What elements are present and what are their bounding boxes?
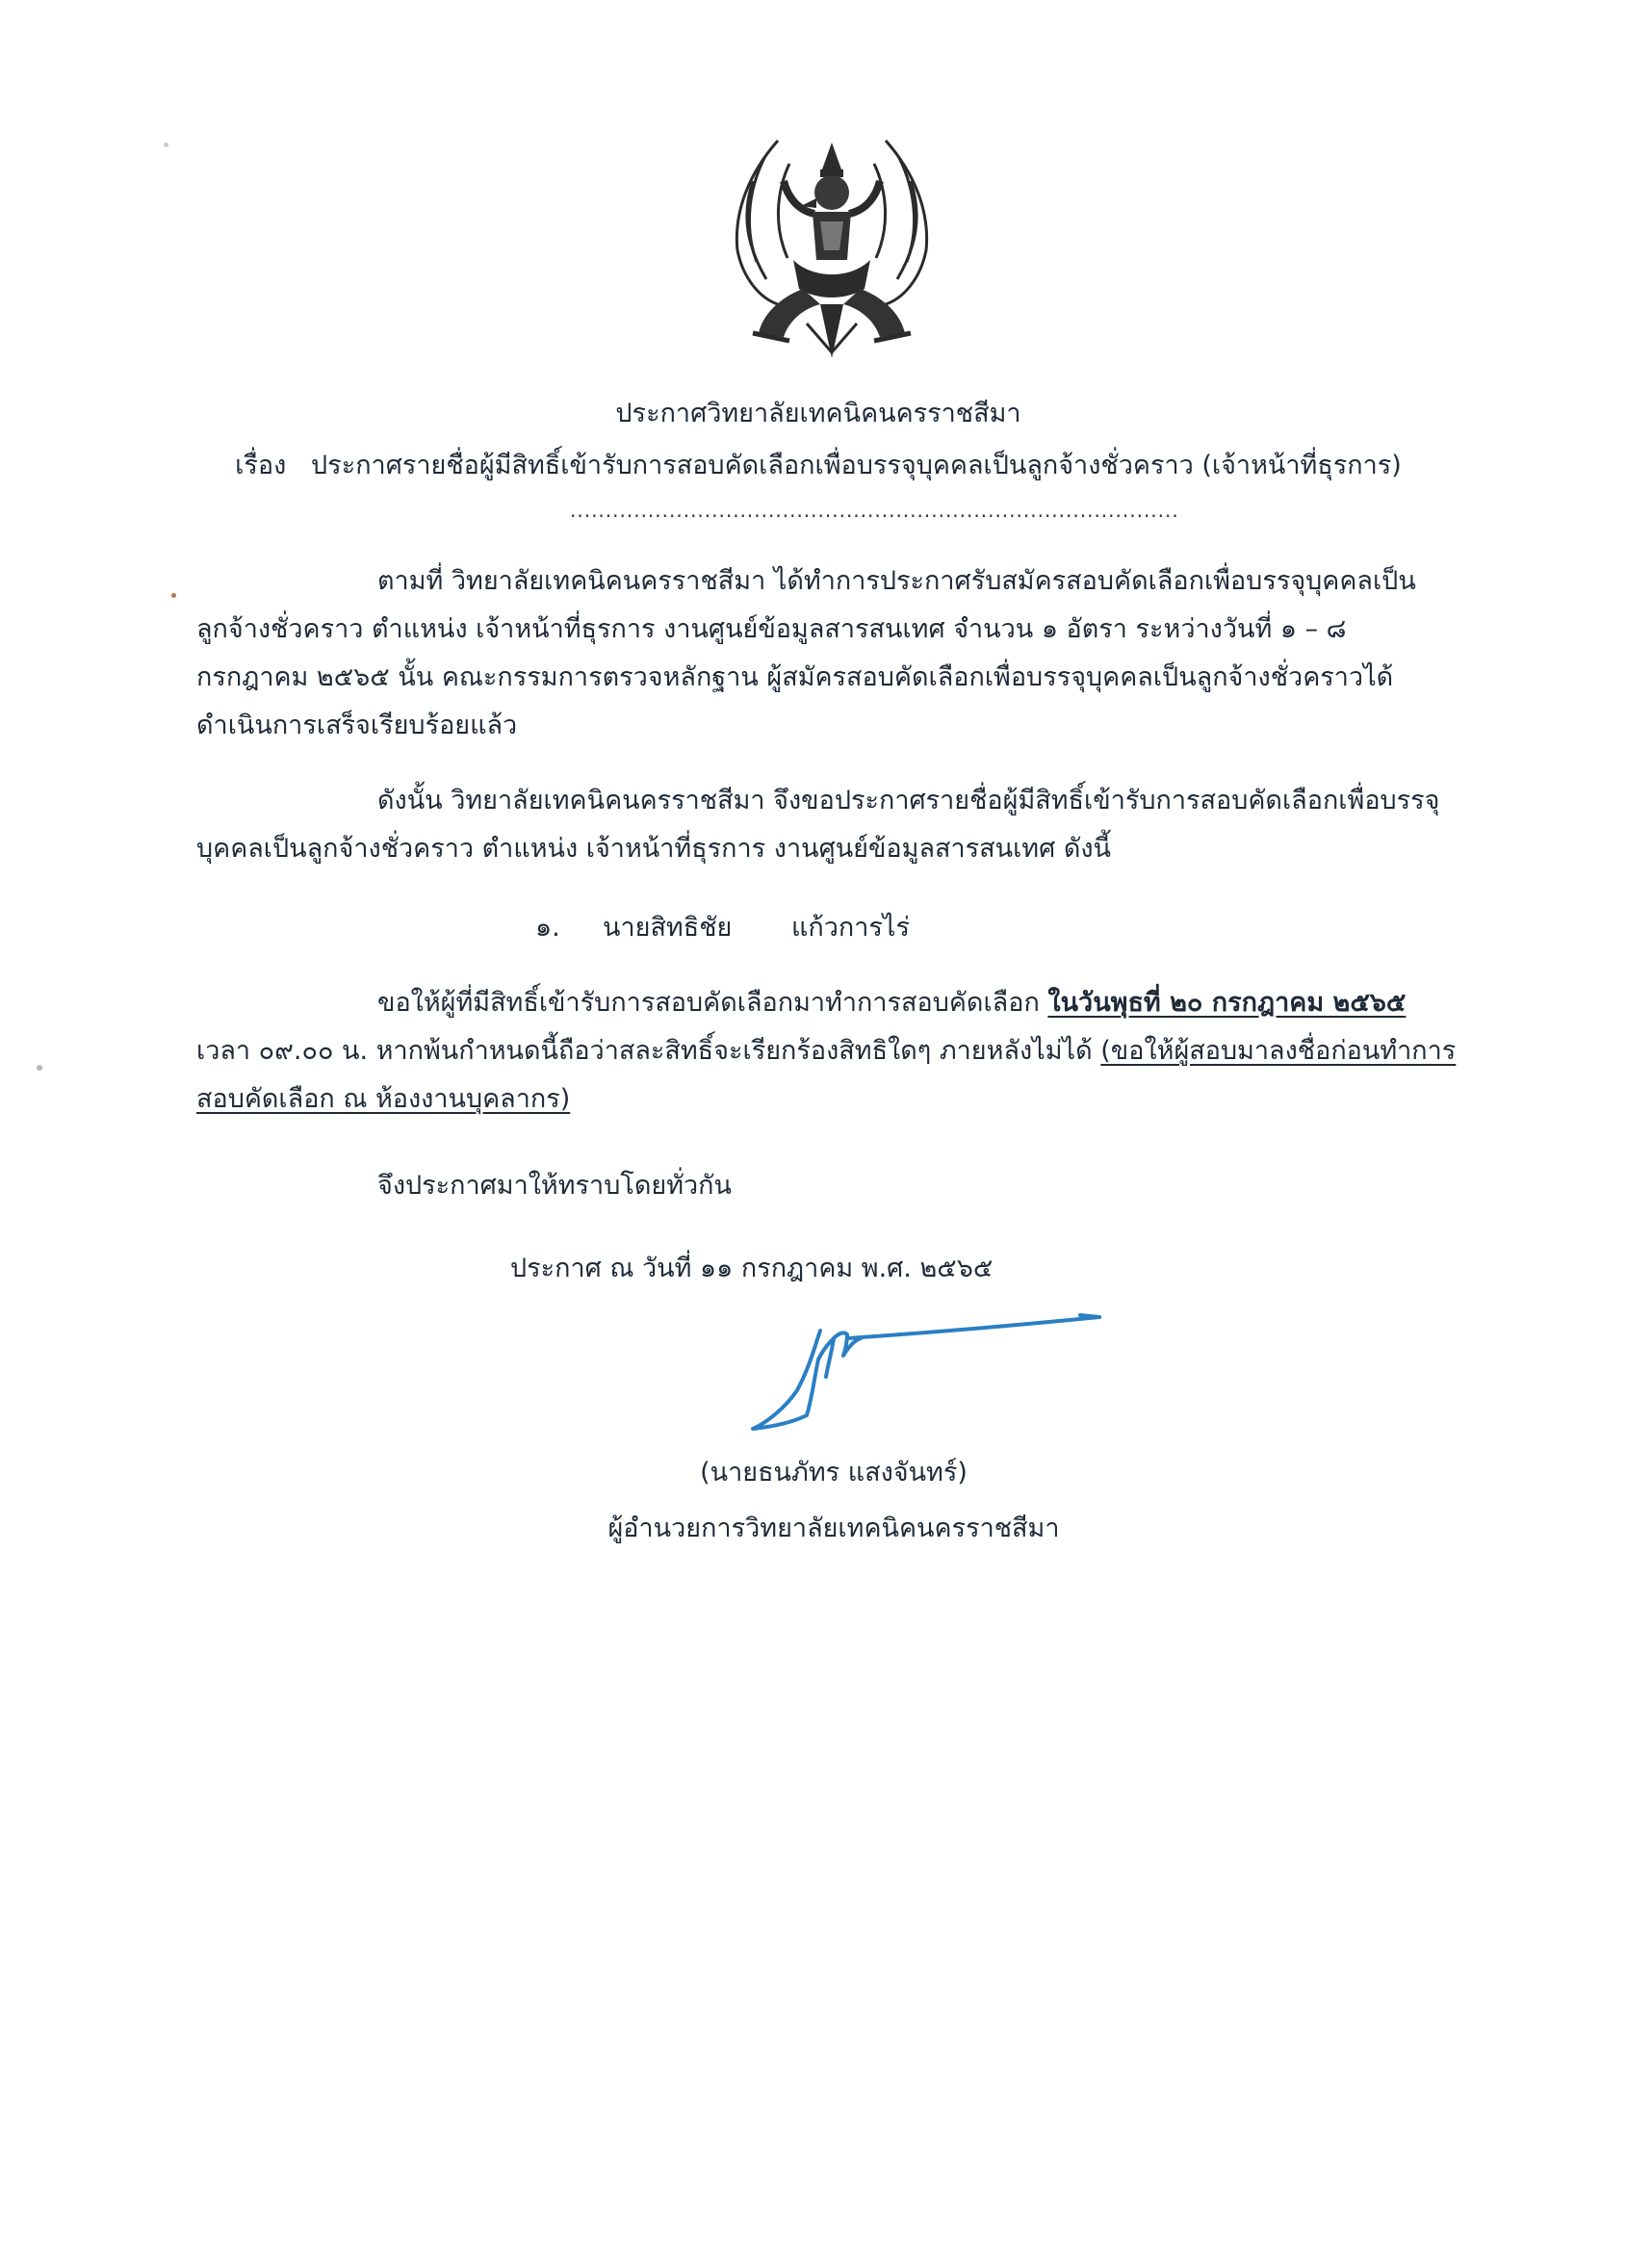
signatory-position: ผู้อำนวยการวิทยาลัยเทคนิคนครราชสีมา bbox=[607, 1514, 1060, 1543]
exam-note-part-2: สอบคัดเลือก ณ ห้องงานบุคลากร) bbox=[196, 1084, 571, 1114]
signature bbox=[741, 1309, 1107, 1435]
para2-line-2: บุคคลเป็นลูกจ้างชั่วคราว ตำแหน่ง เจ้าหน้าที่ธุรการ งานศูนย์ข้อมูลสารสนเทศ ดังนี้ bbox=[196, 834, 1111, 864]
scan-speck bbox=[171, 593, 176, 598]
signatory-name: (นายธนภัทร แสงจันทร์) bbox=[700, 1458, 968, 1488]
announcement-date: ประกาศ ณ วันที่ ๑๑ กรกฎาคม พ.ศ. ๒๕๖๕ bbox=[510, 1254, 994, 1283]
scan-speck bbox=[37, 1065, 42, 1071]
para3-line-1 bbox=[377, 984, 1406, 1022]
subject-text: ประกาศรายชื่อผู้มีสิทธิ์เข้ารับการสอบคัดเลือกเพื่อบรรจุบุคคลเป็นลูกจ้างชั่วคราว (เจ้าหน้าที่ธุรการ) bbox=[311, 451, 1402, 480]
garuda-icon bbox=[720, 135, 943, 364]
candidate-first-name: นายสิทธิชัย bbox=[603, 913, 733, 943]
para2-line-1: ดังนั้น วิทยาลัยเทคนิคนครราชสีมา จึงขอประกาศรายชื่อผู้มีสิทธิ์เข้ารับการสอบคัดเลือกเพื่อบรรจุ bbox=[377, 786, 1440, 815]
subject-label: เรื่อง bbox=[235, 451, 287, 480]
exam-time-text: เวลา ๐๙.๐๐ น. หากพ้นกำหนดนี้ถือว่าสละสิทธิ์จะเรียกร้องสิทธิใดๆ ภายหลังไม่ได้ bbox=[196, 1036, 1093, 1066]
exam-date: ในวันพุธที่ ๒๐ กรกฎาคม ๒๕๖๕ bbox=[1047, 988, 1407, 1018]
announcement-title: ประกาศวิทยาลัยเทคนิคนครราชสีมา bbox=[615, 399, 1021, 428]
announcement-subject bbox=[0, 447, 1637, 485]
closing-text: จึงประกาศมาให้ทราบโดยทั่วกัน bbox=[377, 1171, 732, 1201]
exam-instruction: ขอให้ผู้ที่มีสิทธิ์เข้ารับการสอบคัดเลือกมาทำการสอบคัดเลือก bbox=[377, 988, 1040, 1018]
exam-note-part-1: (ขอให้ผู้สอบมาลงชื่อก่อนทำการ bbox=[1100, 1036, 1457, 1066]
scan-speck bbox=[164, 142, 168, 147]
separator-dots: ...................................................................................... bbox=[570, 499, 1179, 522]
para1-line-1: ตามที่ วิทยาลัยเทคนิคนครราชสีมา ได้ทำการประกาศรับสมัครสอบคัดเลือกเพื่อบรรจุบุคคลเป็น bbox=[377, 566, 1416, 596]
candidate-last-name: แก้วการไร่ bbox=[791, 913, 911, 943]
signature-icon bbox=[741, 1309, 1107, 1435]
garuda-emblem bbox=[720, 135, 943, 364]
candidate-number: ๑. bbox=[535, 913, 560, 943]
para1-line-2: ลูกจ้างชั่วคราว ตำแหน่ง เจ้าหน้าที่ธุรการ งานศูนย์ข้อมูลสารสนเทศ จำนวน ๑ อัตรา ระหว่างวันที่ ๑ – ๘ bbox=[196, 614, 1347, 644]
para1-line-3: กรกฎาคม ๒๕๖๕ นั้น คณะกรรมการตรวจหลักฐาน ผู้สมัครสอบคัดเลือกเพื่อบรรจุบุคคลเป็นลูกจ้างชั่วคราวได้ bbox=[196, 662, 1394, 692]
para3-line-2 bbox=[196, 1032, 1456, 1071]
para1-line-4: ดำเนินการเสร็จเรียบร้อยแล้ว bbox=[196, 711, 518, 740]
